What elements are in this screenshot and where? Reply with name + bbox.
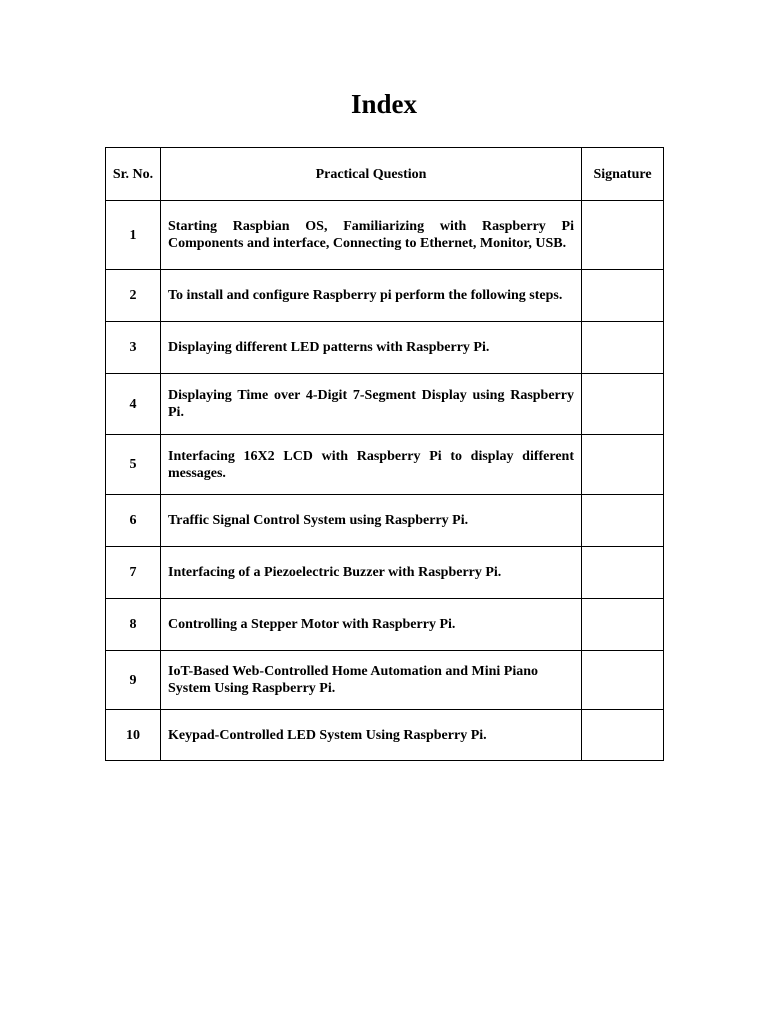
header-signature: Signature	[582, 148, 664, 201]
practical-question: Interfacing 16X2 LCD with Raspberry Pi to display different messages.	[161, 435, 582, 495]
signature-cell	[582, 495, 664, 547]
signature-cell	[582, 201, 664, 270]
table-header-row	[106, 148, 664, 201]
practical-question: Keypad-Controlled LED System Using Raspberry Pi.	[161, 710, 582, 761]
table-row	[106, 270, 664, 322]
row-number: 8	[106, 599, 161, 651]
signature-cell	[582, 322, 664, 374]
signature-cell	[582, 374, 664, 435]
table-row	[106, 547, 664, 599]
table-row	[106, 435, 664, 495]
row-number: 3	[106, 322, 161, 374]
practical-question: IoT-Based Web-Controlled Home Automation and Mini Piano System Using Raspberry Pi.	[161, 651, 582, 710]
table-row	[106, 322, 664, 374]
signature-cell	[582, 547, 664, 599]
signature-cell	[582, 435, 664, 495]
practical-question: Traffic Signal Control System using Raspberry Pi.	[161, 495, 582, 547]
table-row	[106, 201, 664, 270]
row-number: 9	[106, 651, 161, 710]
row-number: 4	[106, 374, 161, 435]
practical-question: To install and configure Raspberry pi perform the following steps.	[161, 270, 582, 322]
row-number: 10	[106, 710, 161, 761]
table-row	[106, 599, 664, 651]
practical-question: Displaying Time over 4-Digit 7-Segment Display using Raspberry Pi.	[161, 374, 582, 435]
index-table	[105, 147, 664, 761]
header-practical-question: Practical Question	[161, 148, 582, 201]
signature-cell	[582, 270, 664, 322]
row-number: 2	[106, 270, 161, 322]
row-number: 6	[106, 495, 161, 547]
table-row	[106, 651, 664, 710]
table-row	[106, 710, 664, 761]
header-sr-no-label: Sr. No.	[112, 166, 154, 182]
practical-question: Displaying different LED patterns with Raspberry Pi.	[161, 322, 582, 374]
header-sr-no	[106, 148, 161, 201]
practical-question: Starting Raspbian OS, Familiarizing with Raspberry Pi Components and interface, Connecting to Ethernet, Monitor, USB.	[161, 201, 582, 270]
practical-question: Interfacing of a Piezoelectric Buzzer with Raspberry Pi.	[161, 547, 582, 599]
row-number: 1	[106, 201, 161, 270]
practical-question: Controlling a Stepper Motor with Raspberry Pi.	[161, 599, 582, 651]
page-title: Index	[350, 89, 418, 119]
signature-cell	[582, 651, 664, 710]
table-row	[106, 374, 664, 435]
signature-cell	[582, 710, 664, 761]
table-row	[106, 495, 664, 547]
row-number: 7	[106, 547, 161, 599]
signature-cell	[582, 599, 664, 651]
row-number: 5	[106, 435, 161, 495]
